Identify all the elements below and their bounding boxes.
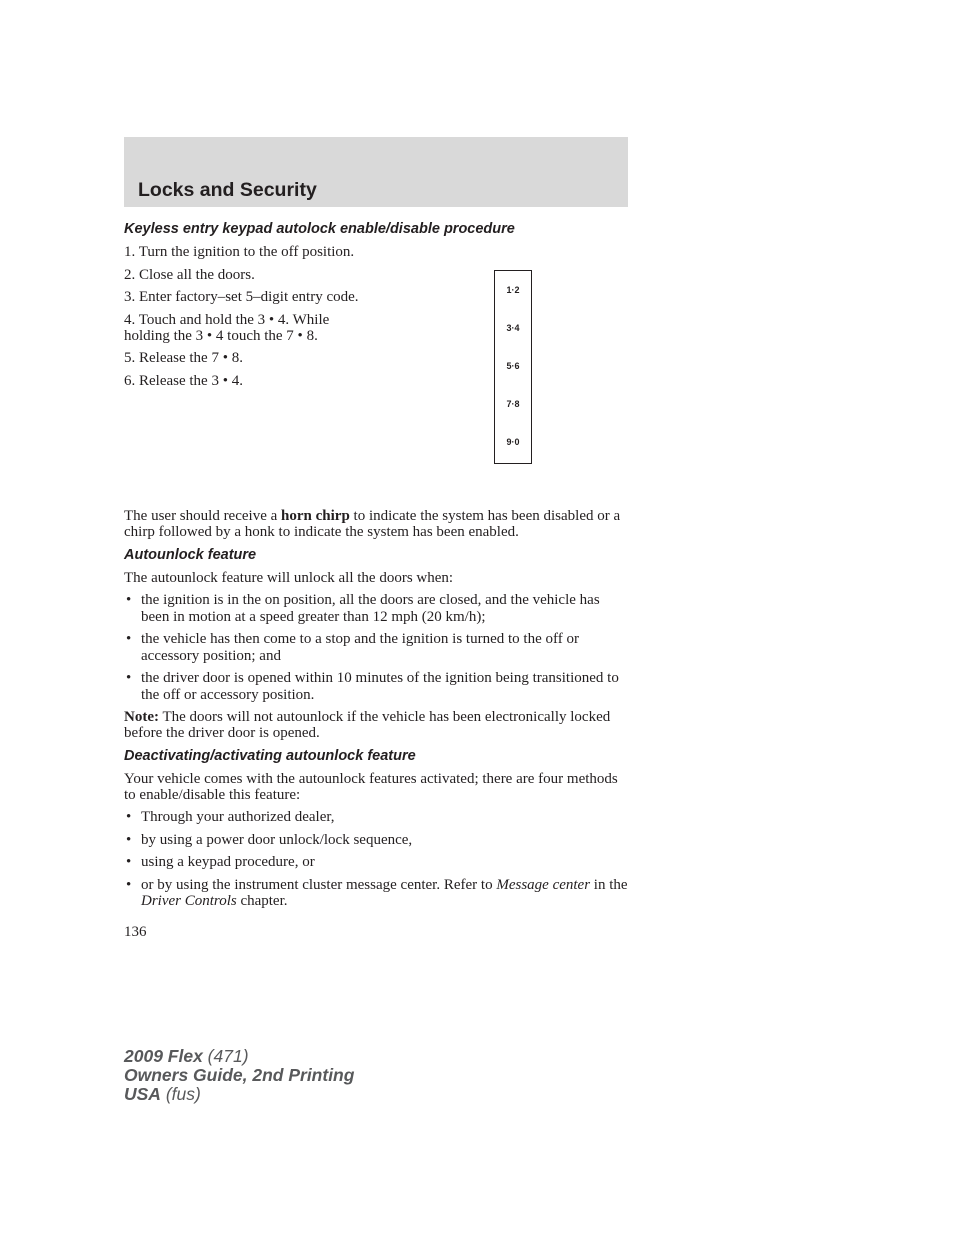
keypad-procedure xyxy=(124,244,630,490)
procedure-step: 3. Enter factory–set 5–digit entry code. xyxy=(124,289,359,305)
procedure-step: 2. Close all the doors. xyxy=(124,266,255,283)
autounlock-note: Note: The doors will not autounlock if the vehicle has been electronically locked before the driver door is opened. xyxy=(124,709,611,741)
autounlock-conditions-list xyxy=(124,592,630,703)
page-number: 136 xyxy=(124,923,147,940)
keypad-key-5-6: 5·6 xyxy=(506,361,520,371)
keypad-key-7-8: 7·8 xyxy=(506,399,520,409)
list-item: • the ignition is in the on position, all the doors are closed, and the vehicle has been in motion at a speed greater than 12 mph (20 km/h); xyxy=(124,592,630,625)
keypad-illustration xyxy=(494,270,532,464)
page-content xyxy=(124,220,630,946)
list-item: • the driver door is opened within 10 minutes of the ignition being transitioned to the off or accessory position. xyxy=(124,670,630,703)
list-item: • the vehicle has then come to a stop and the ignition is turned to the off or accessory position; and xyxy=(124,631,630,664)
keypad-key-3-4: 3·4 xyxy=(506,323,520,333)
procedure-step: 1. Turn the ignition to the off position. xyxy=(124,244,355,260)
message-center-reference: Message center xyxy=(496,876,591,893)
list-item: • or by using the instrument cluster message center. Refer to Message center in the Driver Controls chapter. xyxy=(124,877,630,910)
keypad-key-1-2: 1·2 xyxy=(506,285,520,295)
autounlock-intro: The autounlock feature will unlock all the doors when: xyxy=(124,570,454,586)
keypad-procedure-heading: Keyless entry keypad autolock enable/disable procedure xyxy=(124,221,515,237)
procedure-step: 4. Touch and hold the 3 • 4. While holding the 3 • 4 touch the 7 • 8. xyxy=(124,311,330,344)
section-header-band xyxy=(124,137,628,207)
driver-controls-reference: Driver Controls xyxy=(141,893,237,909)
print-edition-footer xyxy=(124,1047,354,1104)
note-label: Note: xyxy=(124,709,159,725)
deactivating-intro: Your vehicle comes with the autounlock features activated; there are four methods to enable/disable this feature: xyxy=(124,771,618,803)
footer-line-model: 2009 Flex (471) xyxy=(124,1046,249,1066)
procedure-step: 6. Release the 3 • 4. xyxy=(124,372,243,389)
deactivation-methods-list xyxy=(124,809,630,910)
footer-line-edition: Owners Guide, 2nd Printing xyxy=(124,1065,355,1085)
footer-line-market: USA (fus) xyxy=(124,1084,201,1104)
list-item: • Through your authorized dealer, xyxy=(124,809,630,826)
horn-chirp-paragraph: The user should receive a horn chirp to indicate the system has been disabled or a chirp followed by a honk to indicate the system has been enabled. xyxy=(124,508,621,540)
list-item: • using a keypad procedure, or xyxy=(124,854,630,871)
section-title: Locks and Security xyxy=(138,179,317,201)
procedure-step: 5. Release the 7 • 8. xyxy=(124,350,243,366)
keypad-key-9-0: 9·0 xyxy=(506,437,520,447)
horn-chirp-emphasis: horn chirp xyxy=(281,508,350,524)
procedure-steps xyxy=(124,244,374,389)
autounlock-heading: Autounlock feature xyxy=(124,547,257,563)
list-item: • by using a power door unlock/lock sequence, xyxy=(124,832,630,849)
deactivating-heading: Deactivating/activating autounlock feature xyxy=(124,748,416,764)
